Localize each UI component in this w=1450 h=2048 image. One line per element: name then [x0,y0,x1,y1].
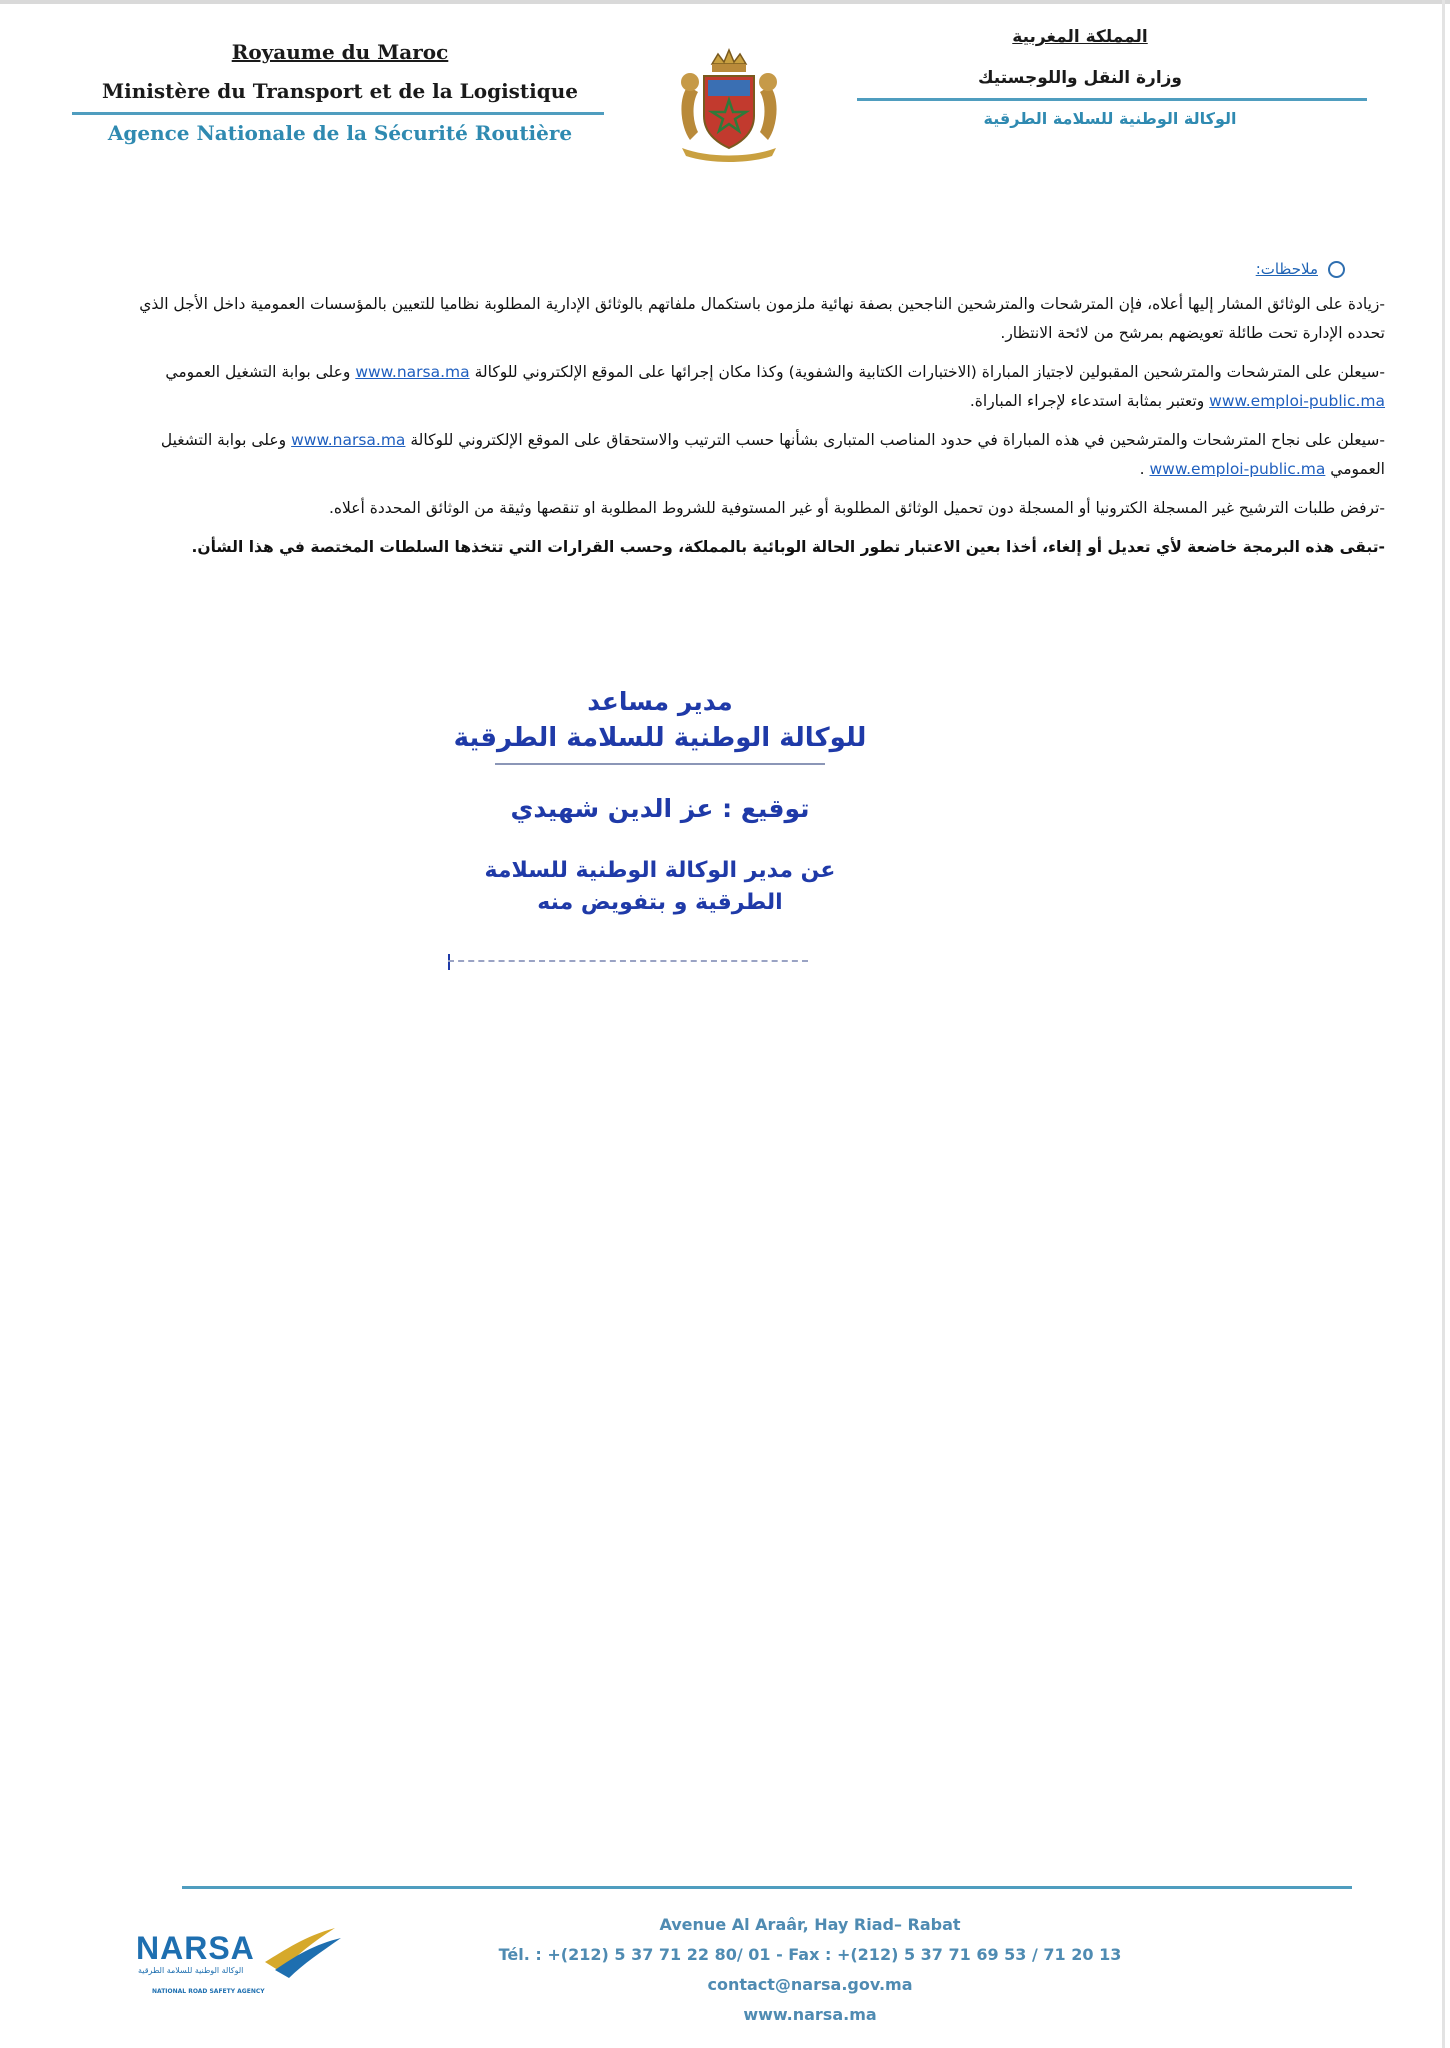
header-ar-ministry: وزارة النقل واللوجستيك [977,68,1183,88]
note-item-3-text-a: -سيعلن على نجاح المترشحات والمترشحين في هذه المباراة في حدود المناصب المتبارى بشأنها حسب الترتيب والاستحقاق على الموقع الإلكتروني للوكالة [410,431,1385,449]
coat-of-arms-emblem [668,36,790,164]
header-ar-agency: الوكالة الوطنية للسلامة الطرقية [983,109,1237,128]
right-edge-line [1442,0,1445,2048]
stamp-line-1: مدير مساعد [587,687,733,716]
note-item-5: -تبقى هذه البرمجة خاضعة لأي تعديل أو إلغاء، أخذا بعين الاعتبار تطور الحالة الوبائية بالمملكة، وحسب القرارات التي تتخذها السلطات المختصة في هذا الشأن. [191,538,1385,556]
stamp-underline [495,763,825,765]
footer-email[interactable]: contact@narsa.gov.ma [707,1975,913,1994]
note-item-2 [105,358,1385,416]
note-item-3-text-b: وعلى بوابة التشغيل العمومي [160,431,1385,478]
header-ar-kingdom: المملكة المغربية [1012,27,1148,47]
narsa-website-link[interactable]: www.narsa.ma [355,363,470,381]
stamp-dashed-line [448,960,808,968]
note-item-1: -زيادة على الوثائق المشار إليها أعلاه، فإن المترشحات والمترشحين الناجحين بصفة نهائية ملزمون باستكمال ملفاتهم بالوثائق الإدارية المطلوبة نظاميا للتعيين بالمؤسسات العمومية داخل الأجل الذي تحدده الإدارة تحت طائلة تعويضهم بمرشح من لائحة الانتظار. [139,295,1385,342]
footer-rule [182,1886,1352,1889]
header-fr-ministry: Ministère du Transport et de la Logistique [101,79,579,103]
footer-contact-block [460,1910,1160,2030]
stamp-signature-line: توقيع : عز الدين شهيدي [510,794,810,823]
emploi-public-link[interactable]: www.emploi-public.ma [1209,392,1385,410]
narsa-logo-text: NARSA [136,1930,255,1966]
header-right-rule [857,98,1367,101]
top-edge-line [0,0,1450,4]
note-item-2-text-a: -سيعلن على المترشحات والمترشحين المقبولين لاجتياز المباراة (الاختبارات الكتابية والشفوية) وكذا مكان إجرائها على الموقع الإلكتروني للوكالة [474,363,1385,381]
notes-title: ملاحظات: [1255,260,1318,278]
header-left-rule [72,112,604,115]
note-item-2-text-b: وعلى بوابة التشغيل العمومي [165,363,351,381]
narsa-logo-english: NATIONAL ROAD SAFETY AGENCY [152,1988,265,1995]
footer-address: Avenue Al Araâr, Hay Riad– Rabat [659,1915,961,1934]
coat-of-arms-icon [668,36,790,164]
footer-website[interactable]: www.narsa.ma [743,2005,877,2024]
notes-heading [105,255,1345,284]
stamp-line-4: عن مدير الوكالة الوطنية للسلامة [484,858,836,883]
header-fr-kingdom: Royaume du Maroc [231,40,449,64]
narsa-logo-arabic: الوكالة الوطنية للسلامة الطرقية [138,1966,244,1975]
narsa-website-link[interactable]: www.narsa.ma [291,431,406,449]
header-fr-agency: Agence Nationale de la Sécurité Routière [107,121,573,145]
notes-section [105,255,1385,572]
stamp-line-2: للوكالة الوطنية للسلامة الطرقية [453,723,867,753]
footer-phone-fax: Tél. : +(212) 5 37 71 22 80/ 01 - Fax : +(212) 5 37 71 69 53 / 71 20 13 [498,1945,1122,1964]
circle-bullet-icon [1328,261,1345,278]
note-item-3-text-c: . [1139,460,1145,478]
note-item-2-text-c: وتعتبر بمثابة استدعاء لإجراء المباراة. [969,392,1205,410]
stamp-line-5: الطرقية و بتفويض منه [537,890,783,915]
note-item-4: -ترفض طلبات الترشيح غير المسجلة الكترونيا أو المسجلة دون تحميل الوثائق المطلوبة أو غير المستوفية للشروط المطلوبة او تنقصها وثيقة من الوثائق المحددة أعلاه. [328,499,1385,517]
official-stamp [400,685,920,919]
note-item-3 [105,426,1385,484]
emploi-public-link[interactable]: www.emploi-public.ma [1149,460,1326,478]
